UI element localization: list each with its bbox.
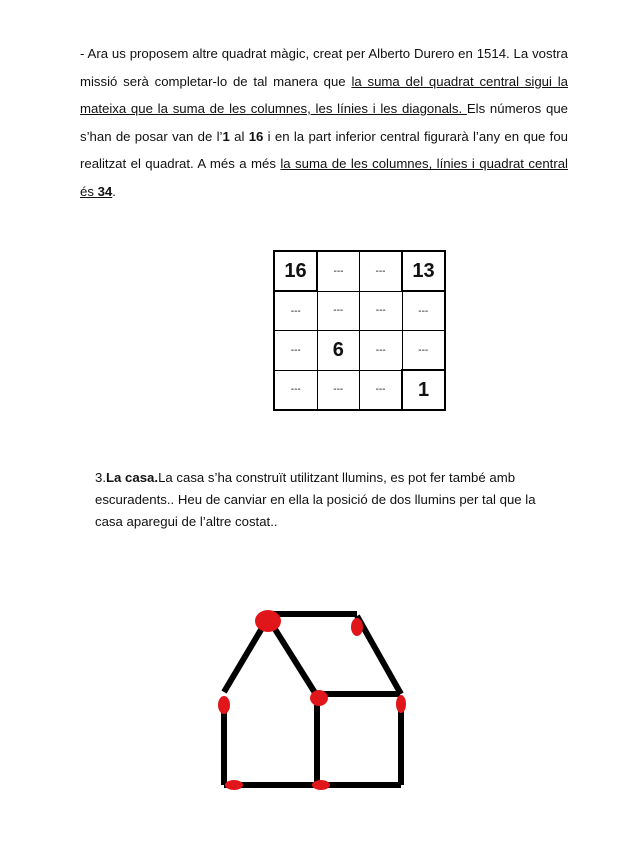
match-head bbox=[218, 696, 230, 714]
match-head bbox=[225, 780, 243, 790]
grid-cell: 6 bbox=[317, 331, 360, 371]
match-head bbox=[312, 780, 330, 790]
grid-cell: --- bbox=[274, 291, 317, 331]
grid-cell: --- bbox=[317, 251, 360, 291]
match-head bbox=[351, 618, 363, 636]
grid-cell: --- bbox=[402, 331, 445, 371]
grid-cell: --- bbox=[317, 370, 360, 410]
grid-cell: --- bbox=[402, 291, 445, 331]
grid-cell: 16 bbox=[274, 251, 317, 291]
grid-cell: --- bbox=[317, 291, 360, 331]
matchstick bbox=[357, 616, 401, 694]
grid-cell: --- bbox=[360, 370, 403, 410]
grid-cell: --- bbox=[274, 370, 317, 410]
grid-cell: 13 bbox=[402, 251, 445, 291]
match-head bbox=[310, 690, 328, 706]
underlined-condition-2: la suma de les columnes, línies i quadrat central és 34 bbox=[80, 156, 568, 199]
house-puzzle-text: 3.La casa.La casa s’ha construït utilitzant llumins, es pot fer també amb escuradents.. Heu de canviar en ella la posició de dos llumins per tal que la casa aparegui de l’altre costat.. bbox=[95, 470, 536, 529]
match-head bbox=[396, 695, 406, 713]
house-puzzle-title: La casa. bbox=[106, 470, 159, 485]
grid-cell: --- bbox=[360, 331, 403, 371]
magic-square-instructions: - Ara us proposem altre quadrat màgic, creat per Alberto Durero en 1514. La vostra missió serà completar-lo de tal manera que la suma del quadrat central sigui la mateixa que la suma de les columnes, les línies i les diagonals. Els números que s’han de posar van de l’1 al 16 i en la part inferior central figurarà l’any en que fou realitzat el quadrat. A més a més la suma de les columnes, línies i quadrat central és 34. bbox=[80, 46, 569, 199]
underlined-condition-1: la suma del quadrat central sigui la mateixa que la suma de les columnes, les línies i les diagonals. bbox=[80, 73, 568, 117]
match-head bbox=[255, 610, 281, 632]
grid-cell: --- bbox=[360, 291, 403, 331]
grid-cell: --- bbox=[274, 331, 317, 371]
grid-cell: --- bbox=[360, 251, 403, 291]
grid-cell: 1 bbox=[402, 370, 445, 410]
